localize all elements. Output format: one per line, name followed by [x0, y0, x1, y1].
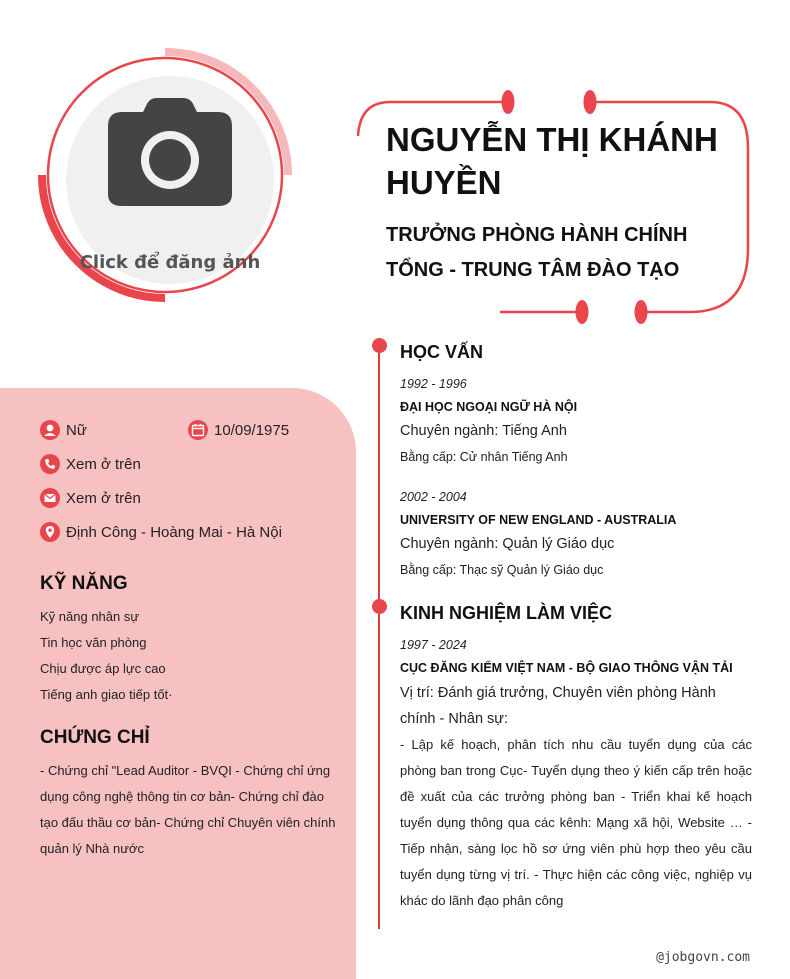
- left-panel: [0, 388, 356, 979]
- education-school: UNIVERSITY OF NEW ENGLAND - AUSTRALIA: [400, 513, 677, 527]
- education-degree: Bằng cấp: Cử nhân Tiếng Anh: [400, 450, 568, 464]
- avatar-frame: [30, 40, 300, 310]
- experience-heading: KINH NGHIỆM LÀM VIỆC: [400, 603, 613, 623]
- skills-heading: KỸ NĂNG: [40, 573, 128, 594]
- location-pin-icon: [40, 522, 60, 542]
- phone-icon: [40, 454, 60, 474]
- avatar-upload[interactable]: [66, 76, 274, 284]
- skill-item: Kỹ năng nhân sự: [40, 609, 140, 624]
- education-major: Chuyên ngành: Quản lý Giáo dục: [400, 536, 615, 552]
- job-title: TRƯỞNG PHÒNG HÀNH CHÍNH TỔNG - TRUNG TÂM ĐÀO TẠO: [386, 224, 688, 281]
- envelope-icon: [40, 488, 60, 508]
- user-icon: [40, 420, 60, 440]
- email-text: Xem ở trên: [66, 489, 141, 507]
- experience-description: - Lập kế hoạch, phân tích nhu cầu tuyển dụng của các phòng ban trong Cục- Tuyển dụng theo ý kiến cấp trên hoặc đề xuất của các trưởng phòng ban - Triển khai kế hoạch tuyển dụng thông qua các kênh: Mạng xã hội, Website … - Tiếp nhận, sàng lọc hồ sơ ứng viên phù hợp theo yêu cầu tuyển dụng từng vị trí. - Thực hiện các công việc, nghiệp vụ khác do lãnh đạo phân công: [400, 737, 752, 908]
- full-name: NGUYỄN THỊ KHÁNH HUYỀN: [386, 121, 718, 201]
- birthdate-text: 10/09/1975: [214, 421, 290, 439]
- education-period: 2002 - 2004: [400, 490, 467, 504]
- skill-item: Tiếng anh giao tiếp tốt·: [40, 687, 173, 702]
- timeline-dot-education: [372, 338, 387, 353]
- skill-item: Tin học văn phòng: [40, 635, 147, 650]
- certificates-heading: CHỨNG CHỈ: [40, 727, 150, 748]
- education-period: 1992 - 1996: [400, 377, 467, 391]
- experience-position: Vị trí: Đánh giá trưởng, Chuyên viên phòng Hành chính - Nhân sự:: [400, 685, 716, 727]
- avatar-upload-label: Click để đăng ảnh: [79, 252, 261, 273]
- footer-brand: @jobgovn.com: [656, 950, 750, 965]
- contact-address: [40, 522, 282, 542]
- education-school: ĐẠI HỌC NGOẠI NGỮ HÀ NỘI: [400, 400, 578, 414]
- address-text: Định Công - Hoàng Mai - Hà Nội: [66, 523, 282, 541]
- skill-item: Chịu được áp lực cao: [40, 661, 166, 676]
- calendar-icon: [188, 420, 208, 440]
- contact-email: [40, 488, 141, 508]
- gender-text: Nữ: [66, 421, 87, 439]
- contact-gender: [40, 420, 87, 440]
- certificates-text: - Chứng chỉ "Lead Auditor - BVQI - Chứng chỉ ứng dụng công nghệ thông tin cơ bản- Chứng chỉ đào tạo đấu thầu cơ bản- Chứng chỉ Chuyên viên chính quản lý Nhà nước: [40, 763, 336, 856]
- education-major: Chuyên ngành: Tiếng Anh: [400, 423, 567, 439]
- phone-text: Xem ở trên: [66, 455, 141, 473]
- camera-icon: [106, 98, 234, 208]
- timeline-line: [378, 346, 380, 929]
- experience-period: 1997 - 2024: [400, 638, 467, 652]
- experience-organization: CỤC ĐĂNG KIỂM VIỆT NAM - BỘ GIAO THÔNG VẬN TẢI: [400, 661, 733, 675]
- contact-birthdate: [188, 420, 289, 440]
- education-degree: Bằng cấp: Thạc sỹ Quản lý Giáo dục: [400, 563, 604, 577]
- education-heading: HỌC VẤN: [400, 342, 484, 362]
- timeline-dot-experience: [372, 599, 387, 614]
- contact-phone: [40, 454, 141, 474]
